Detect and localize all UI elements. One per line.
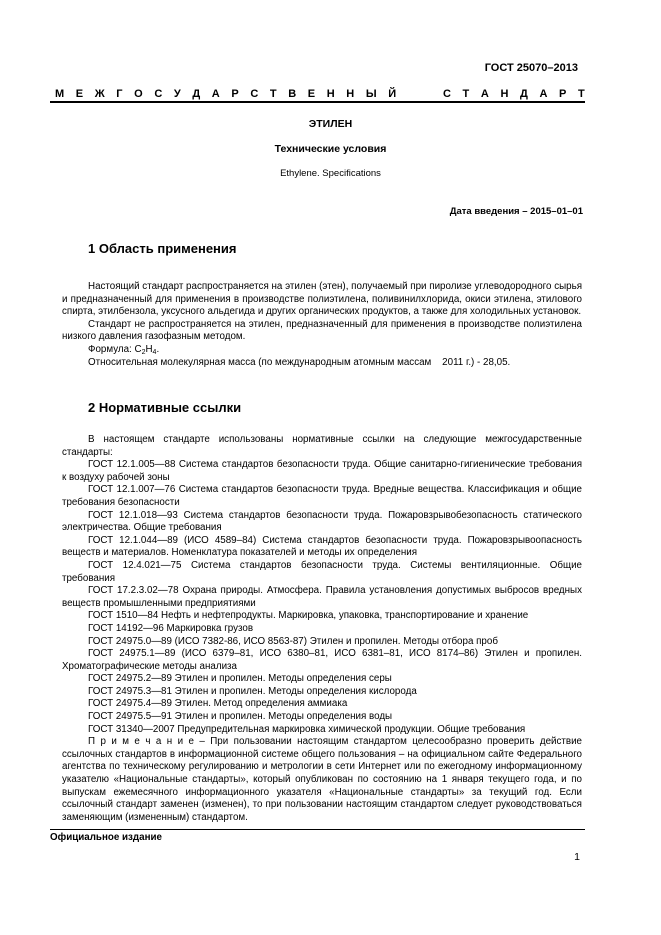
document-subtitle: Технические условия xyxy=(274,143,387,155)
banner-letter: О xyxy=(134,88,143,100)
reference-item: ГОСТ 12.1.018—93 Система стандартов безопасности труда. Пожаровзрывобезопасность статического электричества. Общие требования xyxy=(62,509,582,534)
banner-letter: У xyxy=(173,88,181,100)
molecular-mass-line: Относительная молекулярная масса (по международным атомным массам 2011 г.) - 28,05. xyxy=(88,356,511,368)
banner-letter: В xyxy=(288,88,297,100)
formula-mid: H xyxy=(145,343,153,355)
reference-item: ГОСТ 17.2.3.02—78 Охрана природы. Атмосфера. Правила установления допустимых выбросов вредных веществ промышленными предприятиями xyxy=(62,585,582,609)
note-paragraph xyxy=(62,736,582,824)
banner-letter: Д xyxy=(192,88,201,100)
intro-date-label: Дата введения xyxy=(449,206,520,217)
reference-item: ГОСТ 12.1.007—76 Система стандартов безопасности труда. Вредные вещества. Классификация и общие требования безопасности xyxy=(62,484,582,508)
banner-letter: Й xyxy=(388,88,397,100)
banner-letter: Р xyxy=(231,88,239,100)
scope-paragraph: Настоящий стандарт распространяется на этилен (этен), получаемый при пиролизе углеводородного сырья и предназначенный для применения в производстве полиэтилена, поливинилхлорида, окиси этилена, этилового спирта, этилбензола, уксусного альдегида и других органических продуктов, а также для холодильных установок. xyxy=(62,281,582,318)
banner-letter: С xyxy=(154,88,163,100)
banner-letter: С xyxy=(442,88,451,100)
banner-rule xyxy=(50,101,585,103)
footer-rule xyxy=(50,829,585,830)
banner-letter: С xyxy=(250,88,259,100)
banner-letter: Н xyxy=(500,88,509,100)
banner-letter: Н xyxy=(346,88,355,100)
banner-letter: Н xyxy=(326,88,335,100)
banner-letter: Д xyxy=(520,88,528,100)
formula-label: Формула: C xyxy=(88,343,142,355)
banner-letter: Т xyxy=(269,88,277,100)
reference-item: ГОСТ 12.1.044—89 (ИСО 4589–84) Система стандартов безопасности труда. Пожаровзрывоопасность веществ и материалов. Номенклатура показателей и методы их определения xyxy=(62,534,582,559)
intro-date-value: 2015–01–01 xyxy=(530,206,583,217)
page-number: 1 xyxy=(574,851,580,863)
banner-letter xyxy=(408,88,414,100)
formula-sub-1: 2 xyxy=(141,348,146,356)
intro-date-separator: – xyxy=(519,206,531,217)
section-2-body xyxy=(62,434,582,824)
official-edition-label: Официальное издание xyxy=(50,832,162,843)
banner-letter: А xyxy=(539,88,548,100)
reference-item: ГОСТ 12.1.005—88 Система стандартов безопасности труда. Общие санитарно-гигиенические требования к воздуху рабочей зоны xyxy=(62,459,582,483)
reference-item: ГОСТ 24975.3—81 Этилен и пропилен. Методы определения кислорода xyxy=(88,685,417,697)
formula-end: . xyxy=(156,343,160,355)
reference-item: ГОСТ 31340—2007 Предупредительная маркировка химической продукции. Общие требования xyxy=(88,723,526,735)
scope-exclusion-paragraph: Стандарт не распространяется на этилен, предназначенный для применения в производстве полиэтилена низкого давления газофазным методом. xyxy=(62,318,582,343)
banner-letter: А xyxy=(211,88,220,100)
banner-letter: Ы xyxy=(365,88,377,100)
banner-letter: Т xyxy=(577,88,585,100)
interstate-standard-banner xyxy=(55,88,585,100)
reference-item: ГОСТ 14192—96 Маркировка грузов xyxy=(88,622,254,634)
reference-item: ГОСТ 12.4.021—75 Система стандартов безопасности труда. Системы вентиляционные. Общие требования xyxy=(62,559,582,584)
section-1-body xyxy=(62,281,582,369)
banner-letter: М xyxy=(55,88,65,100)
banner-letter: А xyxy=(480,88,489,100)
references-intro: В настоящем стандарте использованы нормативные ссылки на следующие межгосударственные стандарты: xyxy=(62,434,582,458)
section-2-heading: 2 Нормативные ссылки xyxy=(88,400,242,415)
section-1-heading: 1 Область применения xyxy=(88,241,237,256)
banner-letter: Е xyxy=(75,88,84,100)
banner-letter: Е xyxy=(307,88,316,100)
reference-item: ГОСТ 24975.4—89 Этилен. Метод определения аммиака xyxy=(88,698,348,710)
reference-item: ГОСТ 24975.1—89 (ИСО 6379–81, ИСО 6380–81, ИСО 6381–81, ИСО 8174–86) Этилен и пропилен. Хроматографические методы анализа xyxy=(62,648,582,672)
banner-letter: Ж xyxy=(94,88,105,100)
reference-item: ГОСТ 24975.5—91 Этилен и пропилен. Методы определения воды xyxy=(88,711,393,723)
note-label: П р и м е ч а н и е xyxy=(88,736,194,748)
introduction-date xyxy=(450,206,583,217)
formula-line xyxy=(62,344,582,357)
document-title: ЭТИЛЕН xyxy=(308,118,353,130)
banner-letter: Р xyxy=(559,88,567,100)
banner-letter: Г xyxy=(116,88,123,100)
banner-letter: Т xyxy=(462,88,470,100)
standard-code: ГОСТ 25070–2013 xyxy=(484,62,578,74)
banner-letter xyxy=(425,88,431,100)
reference-item: ГОСТ 1510—84 Нефть и нефтепродукты. Маркировка, упаковка, транспортирование и хранение xyxy=(88,610,529,622)
reference-item: ГОСТ 24975.0—89 (ИСО 7382-86, ИСО 8563-87) Этилен и пропилен. Методы отбора проб xyxy=(88,635,498,647)
english-title: Ethylene. Specifications xyxy=(280,168,381,179)
formula-sub-2: 4 xyxy=(152,348,157,356)
reference-item: ГОСТ 24975.2—89 Этилен и пропилен. Методы определения серы xyxy=(88,673,392,685)
note-text: – При пользовании настоящим стандартом целесообразно проверить действие ссылочных стандартов в информационной системе общего пользования – на официальном сайте Федерального агентства по техническому регулированию и метрологии в сети Интернет или по ежегодному информационному указателю «Национальные стандарты», который опубликован по состоянию на 1 января текущего года, и по выпускам ежемесячного информационного указателя «Национальные стандарты» за текущий год. Если ссылочный стандарт заменен (изменен), то при пользовании настоящим стандартом следует руководствоваться заменяющим (измененным) стандартом. xyxy=(62,736,583,823)
